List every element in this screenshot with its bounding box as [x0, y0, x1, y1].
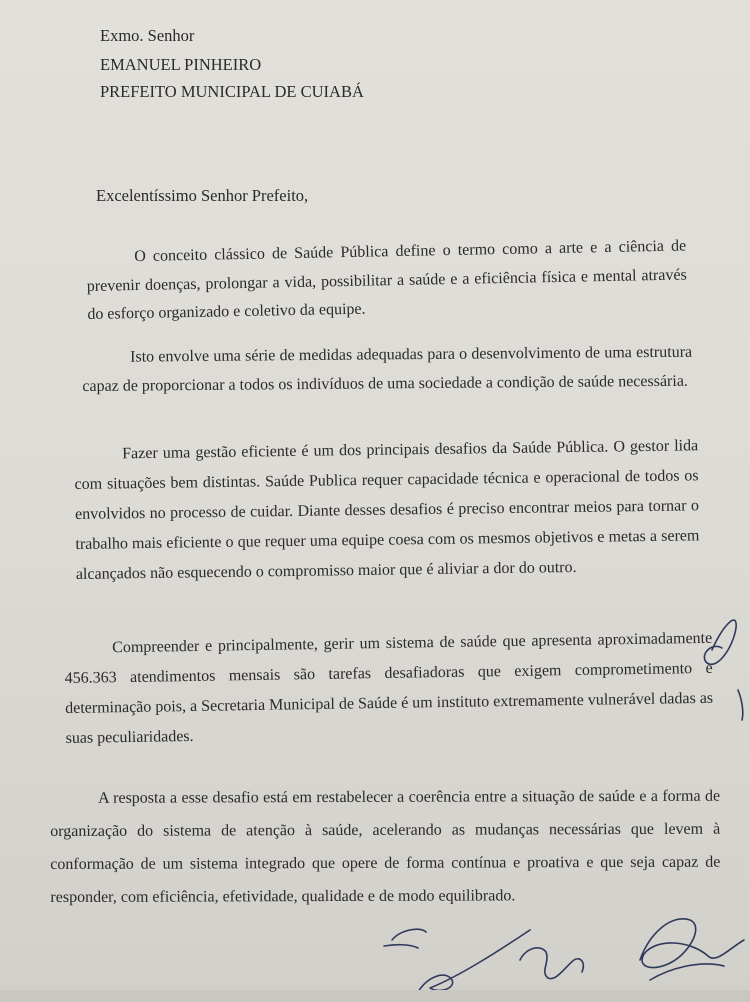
paragraph-5 [50, 780, 720, 914]
signature-1 [384, 929, 426, 948]
addressee-title: Exmo. Senhor [100, 26, 195, 45]
paragraph-4-text: Compreender e principalmente, gerir um sistema de saúde que apresenta aproximadamente 456.363 atendimentos mensais são tarefas desafiadoras que exigem comprometimento e determinação pois, a Secretaria Municipal de Saúde é um instituto extremamente vulnerável dadas as suas peculiaridades. [64, 629, 714, 747]
signature-4-flourish [650, 964, 724, 980]
paragraph-3-text: Fazer uma gestão eficiente é um dos principais desafios da Saúde Pública. O gestor lida com situações bem distintas. Saúde Publica requer capacidade técnica e operacional de todos os envolvidos no processo de cuidar. Diante desses desafios é preciso encontrar meios para tornar o trabalho mais eficiente o que requer uma equipe coesa com os mesmos objetivos e metas a serem alcançados não esquecendo o compromisso maior que é aliviar a dor do outro. [74, 437, 700, 583]
signature-3 [520, 948, 583, 979]
paragraph-5-text: A resposta a esse desafio está em restabelecer a coerência entre a situação de saúde e a forma de organização do sistema de atenção à saúde, acelerando as mudanças necessárias que levem à conformação de um sistema integrado que opere de forma contínua e proativa e que seja capaz de responder, com eficiência, efetividade, qualidade e de modo equilibrado. [50, 787, 721, 906]
paragraph-4 [64, 624, 714, 754]
paragraph-3 [74, 431, 700, 590]
addressee-position: PREFEITO MUNICIPAL DE CUIABÁ [100, 82, 364, 101]
paragraph-1-text: O conceito clássico de Saúde Pública define o termo como a arte e a ciência de prevenir doenças, prolongar a vida, possibilitar a saúde e a eficiência física e mental através do esforço organizado e coletivo da equipe. [86, 237, 687, 323]
addressee-name: EMANUEL PINHEIRO [100, 55, 262, 74]
paragraph-2-text: Isto envolve uma série de medidas adequadas para o desenvolvimento de uma estrutura capaz de proporcionar a todos os indivíduos de uma sociedade a condição de saúde necessária. [82, 343, 693, 395]
paragraph-2 [82, 339, 692, 401]
paragraph-1 [86, 232, 688, 329]
salutation: Excelentíssimo Senhor Prefeito, [96, 186, 309, 205]
margin-tick-mark [738, 690, 743, 720]
page-bottom-edge [0, 990, 750, 1002]
signature-2 [418, 930, 530, 992]
addressee-block [100, 22, 364, 105]
signature-4 [640, 919, 744, 968]
